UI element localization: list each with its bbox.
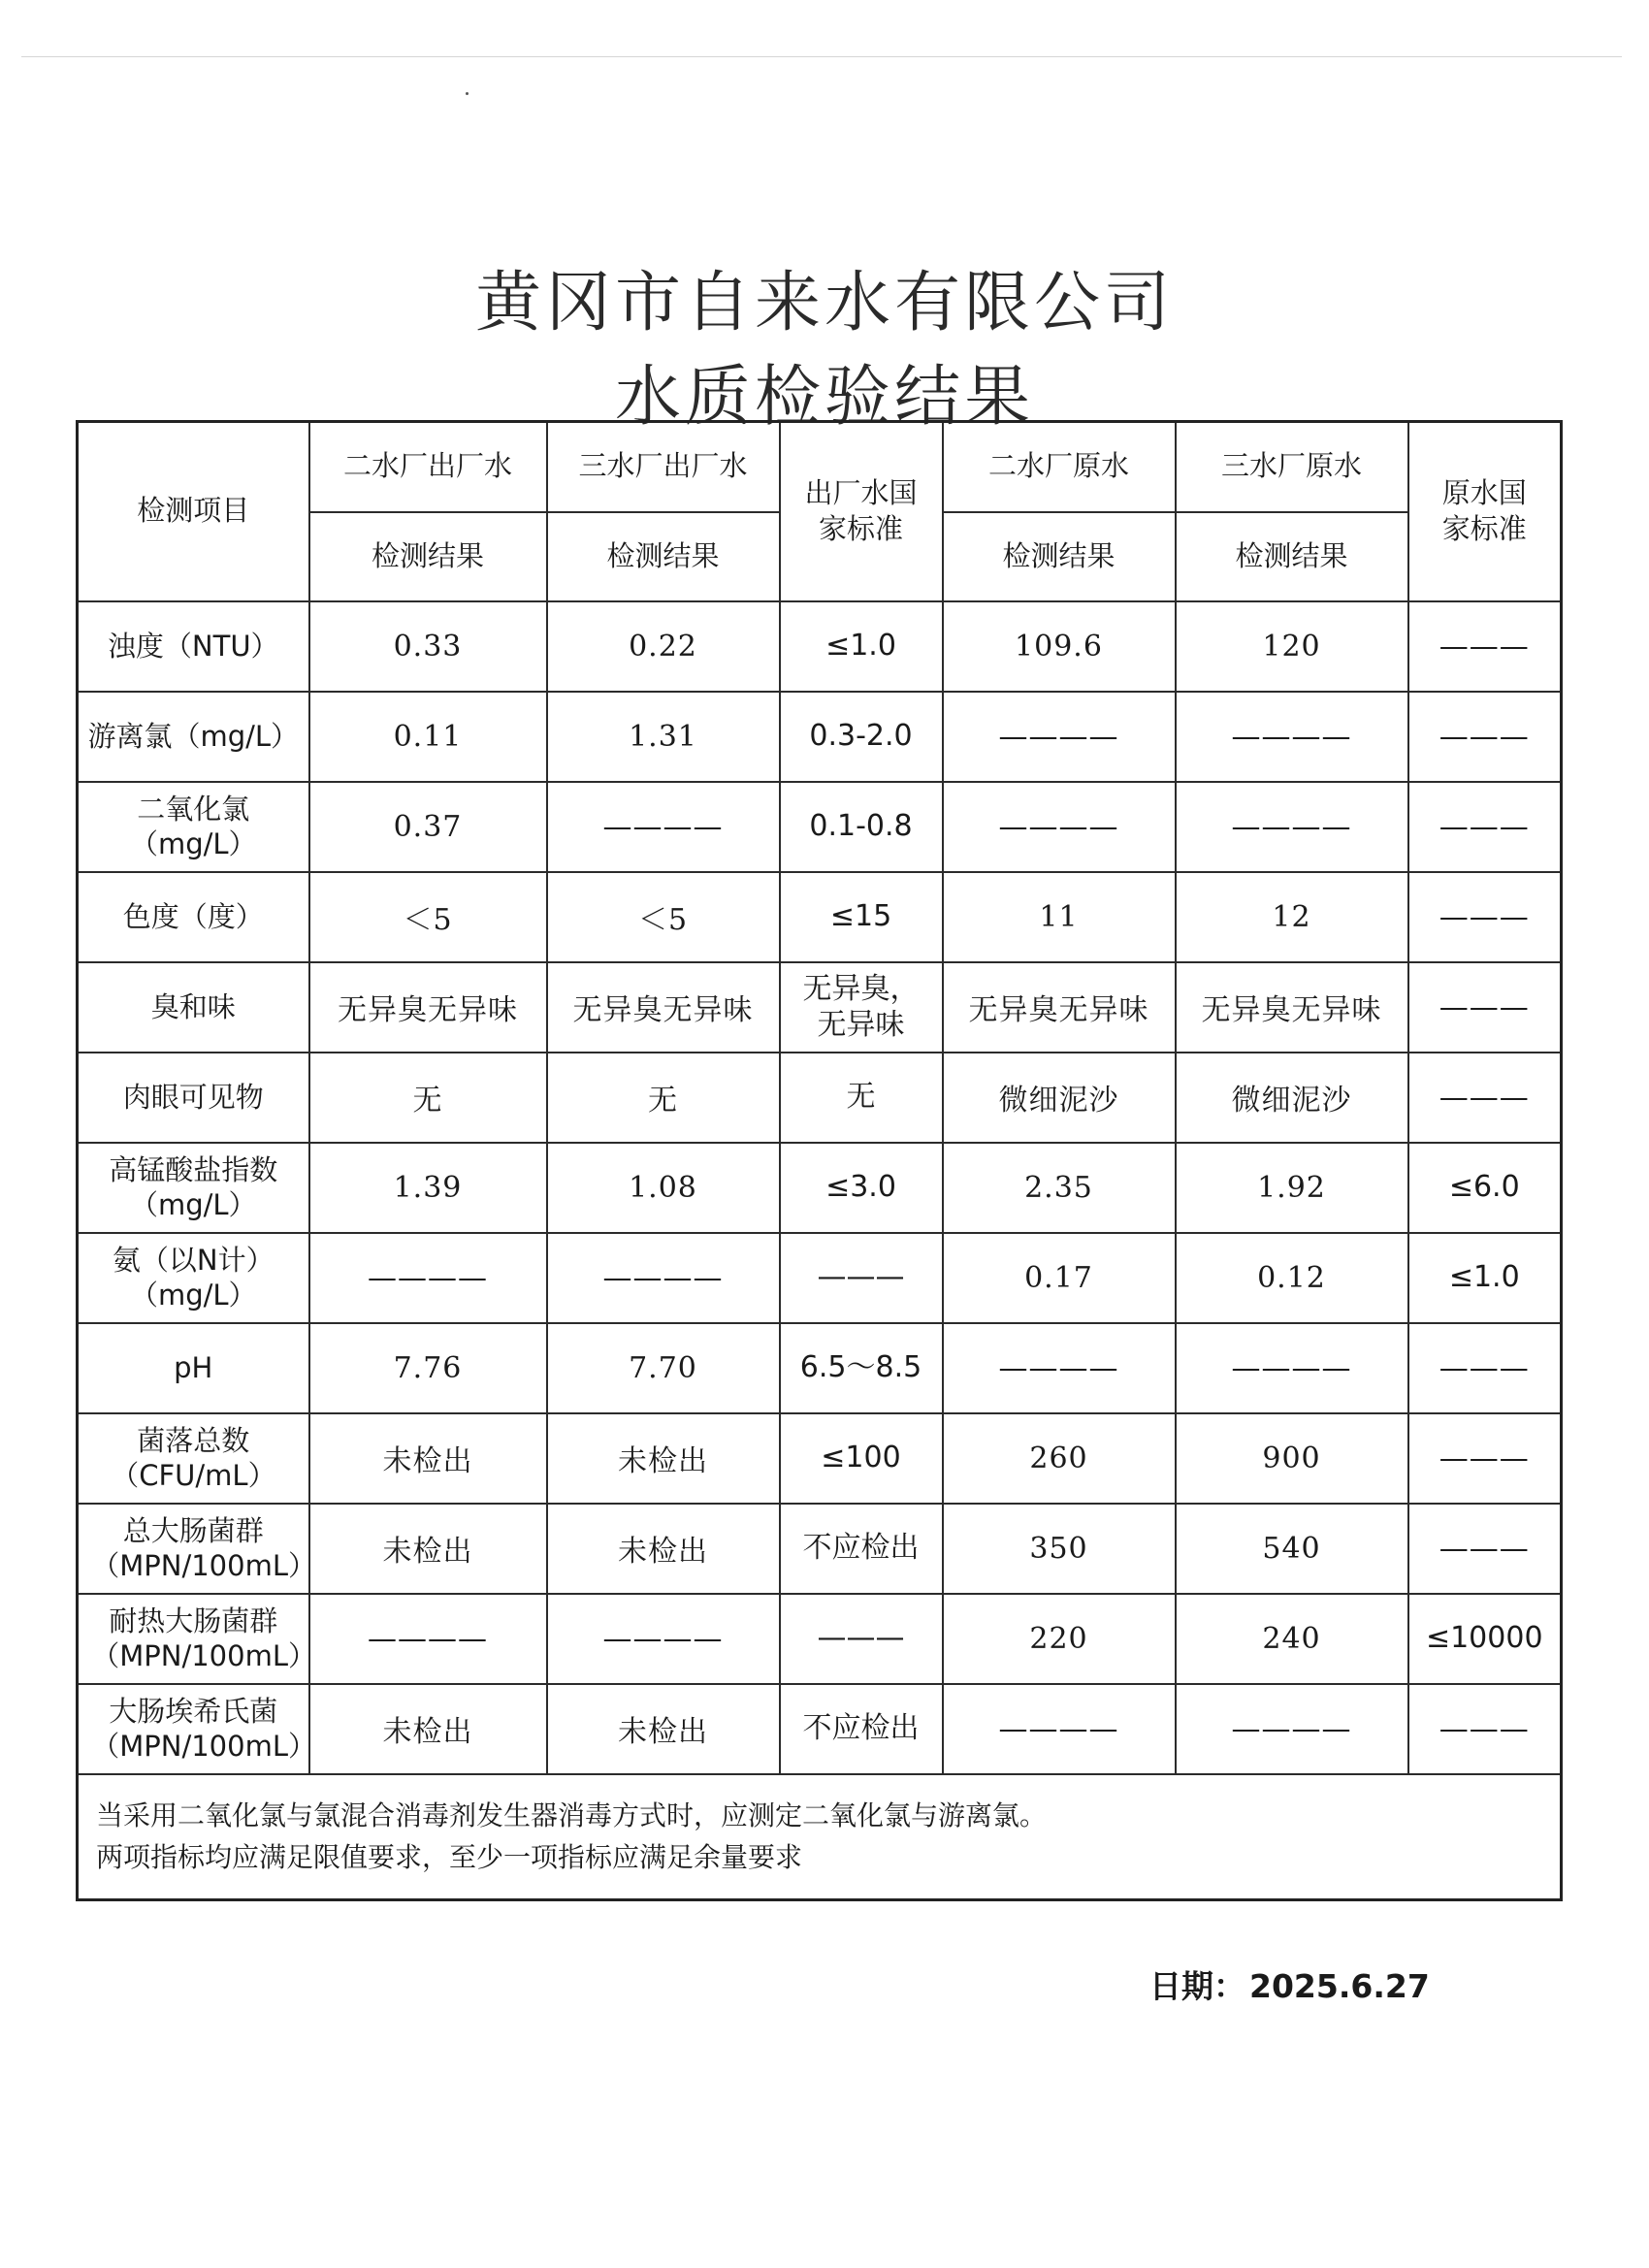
plant3-raw-value: 240 bbox=[1176, 1594, 1408, 1684]
out-standard-value-text: 无异臭，无异味 bbox=[802, 971, 920, 1042]
plant3-out-value: 7.70 bbox=[547, 1323, 780, 1413]
plant2-raw-value: 260 bbox=[943, 1413, 1176, 1504]
plant3-out-value: 未检出 bbox=[547, 1684, 780, 1774]
raw-standard-value: ≤6.0 bbox=[1408, 1143, 1562, 1233]
out-standard-value: ≤15 bbox=[780, 872, 943, 962]
plant3-out-value: 未检出 bbox=[547, 1504, 780, 1594]
plant3-raw-value: 0.12 bbox=[1176, 1233, 1408, 1323]
date-value: 2025.6.27 bbox=[1249, 1967, 1430, 2005]
out-standard-value: 无 bbox=[780, 1053, 943, 1143]
header-plant2-raw: 二水厂原水 bbox=[943, 422, 1176, 512]
table-body bbox=[78, 601, 1562, 1900]
plant2-out-value: 0.37 bbox=[309, 782, 547, 872]
note-row bbox=[78, 1774, 1562, 1900]
out-standard-value: ——— bbox=[780, 1233, 943, 1323]
water-quality-table bbox=[76, 420, 1563, 1901]
plant2-out-value: 无异臭无异味 bbox=[309, 962, 547, 1053]
raw-standard-value: ——— bbox=[1408, 872, 1562, 962]
plant2-raw-value: ———— bbox=[943, 692, 1176, 782]
row-item-name: pH bbox=[78, 1323, 309, 1413]
plant3-out-value: 未检出 bbox=[547, 1413, 780, 1504]
table-row bbox=[78, 692, 1562, 782]
company-title: 黄冈市自来水有限公司 bbox=[474, 265, 1174, 341]
table-row bbox=[78, 1053, 1562, 1143]
row-item-name bbox=[78, 1684, 316, 1774]
out-standard-value: 0.3-2.0 bbox=[780, 692, 943, 782]
plant3-raw-value: 1.92 bbox=[1176, 1143, 1408, 1233]
header-raw-standard-text: 原水国家标准 bbox=[1441, 475, 1527, 546]
plant2-out-value: ———— bbox=[309, 1233, 547, 1323]
out-standard-value: ≤1.0 bbox=[780, 601, 943, 692]
header-raw-standard bbox=[1408, 422, 1562, 601]
row-item-name-text: 氨（以N计）（mg/L） bbox=[112, 1243, 275, 1312]
table-row bbox=[78, 1413, 1562, 1504]
plant3-out-value: 1.31 bbox=[547, 692, 780, 782]
table-row bbox=[78, 1684, 1562, 1774]
header-plant2-out: 二水厂出厂水 bbox=[309, 422, 547, 512]
note-line-1: 当采用二氧化氯与氯混合消毒剂发生器消毒方式时，应测定二氧化氯与游离氯。 bbox=[96, 1798, 1048, 1831]
out-standard-value: ≤3.0 bbox=[780, 1143, 943, 1233]
plant2-raw-value: 220 bbox=[943, 1594, 1176, 1684]
plant3-raw-value: ———— bbox=[1176, 782, 1408, 872]
plant3-raw-value: 微细泥沙 bbox=[1176, 1053, 1408, 1143]
table-row bbox=[78, 601, 1562, 692]
out-standard-value bbox=[780, 962, 943, 1053]
plant2-raw-value: 微细泥沙 bbox=[943, 1053, 1176, 1143]
date-label: 日期： bbox=[1149, 1967, 1245, 2005]
table-row bbox=[78, 872, 1562, 962]
note-line-2: 两项指标均应满足限值要求，至少一项指标应满足余量要求 bbox=[96, 1841, 803, 1874]
raw-standard-value: ——— bbox=[1408, 1053, 1562, 1143]
out-standard-value: 0.1-0.8 bbox=[780, 782, 943, 872]
plant2-out-value: 未检出 bbox=[309, 1504, 547, 1594]
raw-standard-value: ≤1.0 bbox=[1408, 1233, 1562, 1323]
plant2-out-value: 0.11 bbox=[309, 692, 547, 782]
plant3-raw-value: 900 bbox=[1176, 1413, 1408, 1504]
plant3-raw-value: 540 bbox=[1176, 1504, 1408, 1594]
scan-speck bbox=[466, 92, 469, 95]
plant3-out-value: ＜5 bbox=[547, 872, 780, 962]
plant3-raw-value: 120 bbox=[1176, 601, 1408, 692]
plant2-raw-value: 350 bbox=[943, 1504, 1176, 1594]
plant3-raw-value: 无异臭无异味 bbox=[1176, 962, 1408, 1053]
plant3-out-value: 无 bbox=[547, 1053, 780, 1143]
out-standard-value: 不应检出 bbox=[780, 1504, 943, 1594]
row-item-name-text: 大肠埃希氏菌（MPN/100mL） bbox=[91, 1694, 316, 1763]
plant2-out-value: ———— bbox=[309, 1594, 547, 1684]
header-result-label: 检测结果 bbox=[1176, 512, 1408, 601]
plant2-raw-value: 0.17 bbox=[943, 1233, 1176, 1323]
plant3-out-value: ———— bbox=[547, 1594, 780, 1684]
plant2-out-value: 未检出 bbox=[309, 1413, 547, 1504]
row-item-name bbox=[78, 1413, 309, 1504]
row-item-name bbox=[78, 782, 309, 872]
raw-standard-value: ——— bbox=[1408, 1323, 1562, 1413]
raw-standard-value: ——— bbox=[1408, 962, 1562, 1053]
plant2-out-value: 无 bbox=[309, 1053, 547, 1143]
plant2-out-value: 0.33 bbox=[309, 601, 547, 692]
row-item-name bbox=[78, 1143, 309, 1233]
plant2-raw-value: 2.35 bbox=[943, 1143, 1176, 1233]
plant3-out-value: 无异臭无异味 bbox=[547, 962, 780, 1053]
header-row-1 bbox=[78, 422, 1562, 512]
row-item-name: 游离氯（mg/L） bbox=[78, 692, 309, 782]
plant3-raw-value: ———— bbox=[1176, 692, 1408, 782]
plant2-raw-value: 无异臭无异味 bbox=[943, 962, 1176, 1053]
row-item-name bbox=[78, 1233, 309, 1323]
raw-standard-value: ——— bbox=[1408, 601, 1562, 692]
raw-standard-value: ≤10000 bbox=[1408, 1594, 1562, 1684]
plant2-raw-value: 109.6 bbox=[943, 601, 1176, 692]
table-row bbox=[78, 1143, 1562, 1233]
table-row bbox=[78, 782, 1562, 872]
plant3-out-value: 1.08 bbox=[547, 1143, 780, 1233]
header-out-standard bbox=[780, 422, 943, 601]
plant2-out-value: 7.76 bbox=[309, 1323, 547, 1413]
plant2-raw-value: ———— bbox=[943, 1684, 1176, 1774]
row-item-name: 色度（度） bbox=[78, 872, 309, 962]
row-item-name-text: 高锰酸盐指数（mg/L） bbox=[109, 1152, 278, 1221]
scan-top-rule bbox=[21, 56, 1622, 57]
header-item: 检测项目 bbox=[78, 422, 309, 601]
table-row bbox=[78, 1233, 1562, 1323]
table-row bbox=[78, 962, 1562, 1053]
plant2-raw-value: ———— bbox=[943, 782, 1176, 872]
header-out-standard-text: 出厂水国家标准 bbox=[804, 475, 918, 546]
row-item-name: 肉眼可见物 bbox=[78, 1053, 309, 1143]
plant3-out-value: ———— bbox=[547, 1233, 780, 1323]
row-item-name: 臭和味 bbox=[78, 962, 309, 1053]
out-standard-value: ——— bbox=[780, 1594, 943, 1684]
raw-standard-value: ——— bbox=[1408, 1684, 1562, 1774]
header-result-label: 检测结果 bbox=[943, 512, 1176, 601]
out-standard-value: 6.5～8.5 bbox=[780, 1323, 943, 1413]
out-standard-value: ≤100 bbox=[780, 1413, 943, 1504]
plant2-out-value: 1.39 bbox=[309, 1143, 547, 1233]
table-header bbox=[78, 422, 1562, 601]
report-title: 水质检验结果 bbox=[614, 359, 1034, 436]
report-date bbox=[1149, 1961, 1430, 2007]
out-standard-value: 不应检出 bbox=[780, 1684, 943, 1774]
plant2-out-value: ＜5 bbox=[309, 872, 547, 962]
row-item-name bbox=[78, 1594, 316, 1684]
plant3-raw-value: 12 bbox=[1176, 872, 1408, 962]
header-result-label: 检测结果 bbox=[547, 512, 780, 601]
plant2-raw-value: 11 bbox=[943, 872, 1176, 962]
row-item-name: 浊度（NTU） bbox=[78, 601, 309, 692]
raw-standard-value: ——— bbox=[1408, 1504, 1562, 1594]
plant3-raw-value: ———— bbox=[1176, 1684, 1408, 1774]
row-item-name bbox=[78, 1504, 316, 1594]
disinfection-note bbox=[78, 1774, 1562, 1900]
row-item-name-text: 二氧化氯（mg/L） bbox=[129, 792, 257, 860]
raw-standard-value: ——— bbox=[1408, 692, 1562, 782]
plant2-raw-value: ———— bbox=[943, 1323, 1176, 1413]
table-row bbox=[78, 1504, 1562, 1594]
raw-standard-value: ——— bbox=[1408, 1413, 1562, 1504]
plant3-raw-value: ———— bbox=[1176, 1323, 1408, 1413]
plant2-out-value: 未检出 bbox=[309, 1684, 547, 1774]
header-result-label: 检测结果 bbox=[309, 512, 547, 601]
row-item-name-text: 菌落总数（CFU/mL） bbox=[111, 1423, 276, 1492]
row-item-name-text: 耐热大肠菌群（MPN/100mL） bbox=[91, 1604, 316, 1672]
raw-standard-value: ——— bbox=[1408, 782, 1562, 872]
table-row bbox=[78, 1594, 1562, 1684]
header-plant3-raw: 三水厂原水 bbox=[1176, 422, 1408, 512]
plant3-out-value: ———— bbox=[547, 782, 780, 872]
row-item-name-text: 总大肠菌群（MPN/100mL） bbox=[91, 1513, 316, 1582]
plant3-out-value: 0.22 bbox=[547, 601, 780, 692]
table-row bbox=[78, 1323, 1562, 1413]
header-plant3-out: 三水厂出厂水 bbox=[547, 422, 780, 512]
